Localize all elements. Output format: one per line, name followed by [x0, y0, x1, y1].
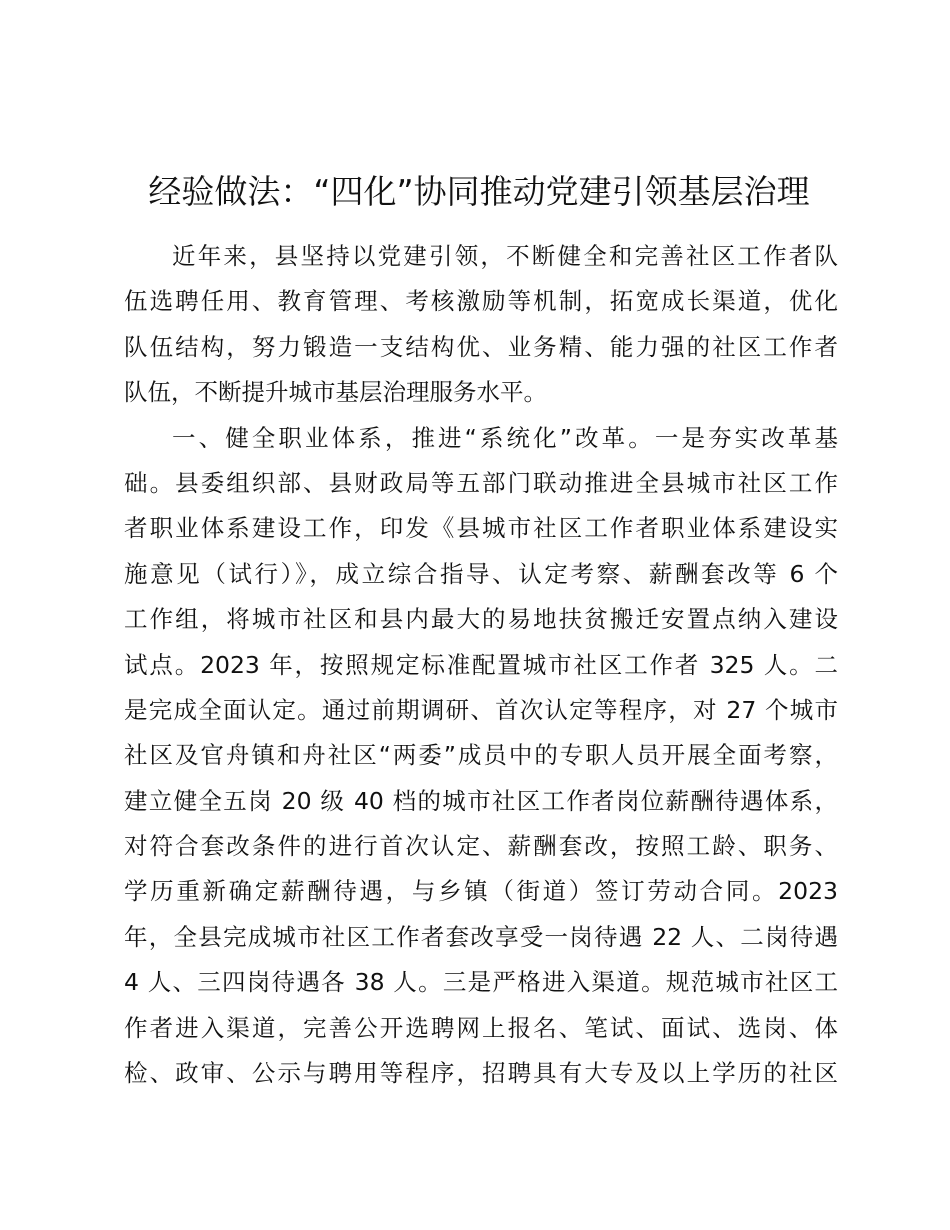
paragraph-line: 对符合套改条件的进行首次认定、薪酬套改，按照工龄、职务、	[124, 832, 838, 861]
paragraph-line: 试点。2023 年，按照规定标准配置城市社区工作者 325 人。二	[124, 650, 838, 679]
document-body	[124, 234, 838, 1096]
paragraph-line: 者职业体系建设工作，印发《县城市社区工作者职业体系建设实	[124, 514, 838, 543]
paragraph-line: 建立健全五岗 20 级 40 档的城市社区工作者岗位薪酬待遇体系，	[124, 786, 838, 815]
paragraph-line: 一、健全职业体系，推进“系统化”改革。一是夯实改革基	[172, 423, 838, 452]
paragraph-line: 础。县委组织部、县财政局等五部门联动推进全县城市社区工作	[124, 468, 838, 497]
paragraph-line: 工作组，将城市社区和县内最大的易地扶贫搬迁安置点纳入建设	[124, 605, 838, 634]
paragraph-line: 学历重新确定薪酬待遇，与乡镇（街道）签订劳动合同。2023	[124, 877, 838, 906]
paragraph-line: 是完成全面认定。通过前期调研、首次认定等程序，对 27 个城市	[124, 695, 838, 724]
paragraph-line: 社区及官舟镇和舟社区“两委”成员中的专职人员开展全面考察，	[124, 741, 838, 770]
paragraph-line: 年，全县完成城市社区工作者套改享受一岗待遇 22 人、二岗待遇	[124, 922, 838, 951]
paragraph-line: 队伍，不断提升城市基层治理服务水平。	[124, 378, 547, 407]
document-title: 经验做法：“四化”协同推动党建引领基层治理	[148, 172, 810, 211]
paragraph-line: 4 人、三四岗待遇各 38 人。三是严格进入渠道。规范城市社区工	[124, 968, 838, 997]
paragraph-line: 近年来，县坚持以党建引领，不断健全和完善社区工作者队	[172, 242, 838, 270]
paragraph-line: 伍选聘任用、教育管理、考核激励等机制，拓宽成长渠道，优化	[124, 287, 838, 316]
paragraph-line: 作者进入渠道，完善公开选聘网上报名、笔试、面试、选岗、体	[124, 1013, 838, 1042]
paragraph-line: 队伍结构，努力锻造一支结构优、业务精、能力强的社区工作者	[124, 332, 838, 361]
paragraph-line: 施意见（试行）》，成立综合指导、认定考察、薪酬套改等 6 个	[124, 559, 838, 588]
paragraph-line: 检、政审、公示与聘用等程序，招聘具有大专及以上学历的社区	[124, 1059, 838, 1088]
